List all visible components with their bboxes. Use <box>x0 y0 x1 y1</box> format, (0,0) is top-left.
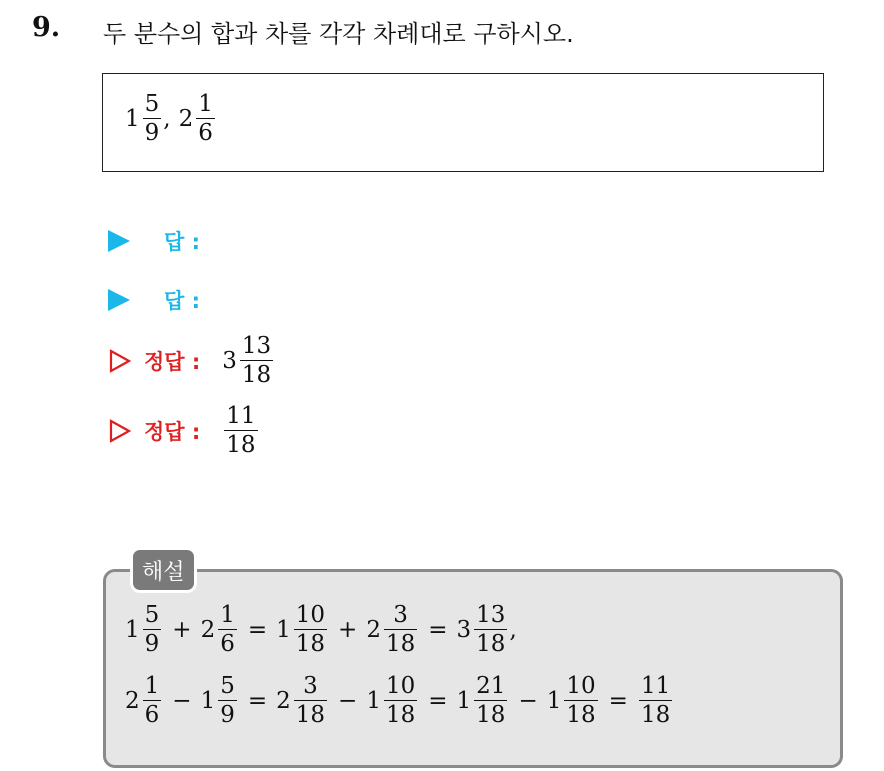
answer-label: 답 : <box>164 230 200 254</box>
mixed-whole: 3 <box>222 347 237 374</box>
fraction <box>240 334 273 387</box>
operator: − <box>338 687 358 714</box>
numerator: 5 <box>144 602 160 628</box>
fraction <box>218 603 237 656</box>
correct-answer-label: 정답 : <box>144 349 201 374</box>
equals-sign: = <box>247 687 268 714</box>
correct-answer-value <box>222 404 259 457</box>
filled-triangle-icon <box>108 230 130 252</box>
numerator: 1 <box>198 91 213 117</box>
denominator: 18 <box>295 631 326 658</box>
fraction <box>143 674 162 727</box>
numerator: 11 <box>226 403 256 429</box>
numerator: 5 <box>220 673 235 699</box>
fraction <box>474 674 507 727</box>
denominator: 18 <box>476 631 506 658</box>
mixed-whole: 1 <box>125 105 140 132</box>
numerator: 3 <box>303 673 318 699</box>
equals-sign: = <box>608 687 628 714</box>
denominator: 18 <box>241 362 272 389</box>
denominator: 9 <box>220 702 235 729</box>
fraction <box>384 674 417 727</box>
correct-answer-row-1 <box>108 334 275 387</box>
question-text: 두 분수의 합과 차를 각각 차례대로 구하시오. <box>103 20 574 48</box>
outline-triangle-icon <box>108 419 132 443</box>
denominator: 18 <box>640 702 671 729</box>
mixed-whole: 2 <box>125 687 140 714</box>
numerator: 11 <box>640 673 671 699</box>
fraction <box>143 92 162 145</box>
fraction <box>224 404 257 457</box>
denominator: 18 <box>226 432 256 459</box>
mixed-whole: 2 <box>276 687 291 714</box>
denominator: 18 <box>295 702 326 729</box>
operator: − <box>518 687 538 714</box>
mixed-whole: 1 <box>125 616 140 643</box>
numerator: 10 <box>295 602 326 628</box>
given-fractions <box>125 92 217 145</box>
answer-row-2 <box>108 285 200 315</box>
given-fractions-box <box>102 73 824 172</box>
mixed-whole: 1 <box>366 687 381 714</box>
numerator: 10 <box>385 673 416 699</box>
fraction <box>294 674 327 727</box>
operator: + <box>338 616 358 643</box>
filled-triangle-icon <box>108 289 130 311</box>
fraction <box>294 603 327 656</box>
fraction <box>218 674 237 727</box>
fraction <box>474 603 507 656</box>
equals-sign: = <box>247 616 268 643</box>
line-end-comma: , <box>509 616 517 643</box>
numerator: 13 <box>476 602 506 628</box>
equals-sign: = <box>428 616 448 643</box>
operator: − <box>172 687 192 714</box>
fraction <box>639 674 672 727</box>
mixed-whole: 1 <box>546 687 562 714</box>
denominator: 18 <box>385 702 416 729</box>
denominator: 9 <box>144 631 160 658</box>
outline-triangle-icon <box>108 349 132 373</box>
numerator: 13 <box>241 333 272 359</box>
correct-answer-label: 정답 : <box>144 419 201 444</box>
solution-line-1 <box>125 603 517 656</box>
mixed-whole: 1 <box>200 687 216 714</box>
numerator: 5 <box>144 91 160 117</box>
denominator: 6 <box>198 120 213 147</box>
separator: , <box>163 105 171 132</box>
fraction <box>143 603 162 656</box>
equals-sign: = <box>428 687 448 714</box>
denominator: 9 <box>144 120 160 147</box>
mixed-whole: 1 <box>456 687 472 714</box>
numerator: 1 <box>144 673 160 699</box>
solution-line-2 <box>125 674 674 727</box>
denominator: 6 <box>144 702 160 729</box>
correct-answer-row-2 <box>108 404 260 457</box>
fraction <box>384 603 417 656</box>
denominator: 18 <box>566 702 596 729</box>
numerator: 10 <box>566 673 596 699</box>
denominator: 18 <box>385 631 416 658</box>
operator: + <box>172 616 192 643</box>
correct-answer-value <box>222 334 275 387</box>
denominator: 6 <box>220 631 235 658</box>
mixed-whole: 2 <box>178 105 194 132</box>
mixed-whole: 3 <box>456 616 472 643</box>
solution-tag: 해설 <box>130 547 197 593</box>
numerator: 3 <box>393 602 408 628</box>
answer-label: 답 : <box>164 289 200 313</box>
fraction <box>196 92 215 145</box>
mixed-whole: 1 <box>276 616 291 643</box>
denominator: 18 <box>476 702 506 729</box>
question-number: 9. <box>32 12 61 43</box>
solution-box <box>103 569 843 768</box>
numerator: 21 <box>476 673 506 699</box>
mixed-whole: 2 <box>366 616 381 643</box>
numerator: 1 <box>220 602 235 628</box>
fraction <box>564 674 597 727</box>
answer-row-1 <box>108 226 200 256</box>
mixed-whole: 2 <box>200 616 216 643</box>
